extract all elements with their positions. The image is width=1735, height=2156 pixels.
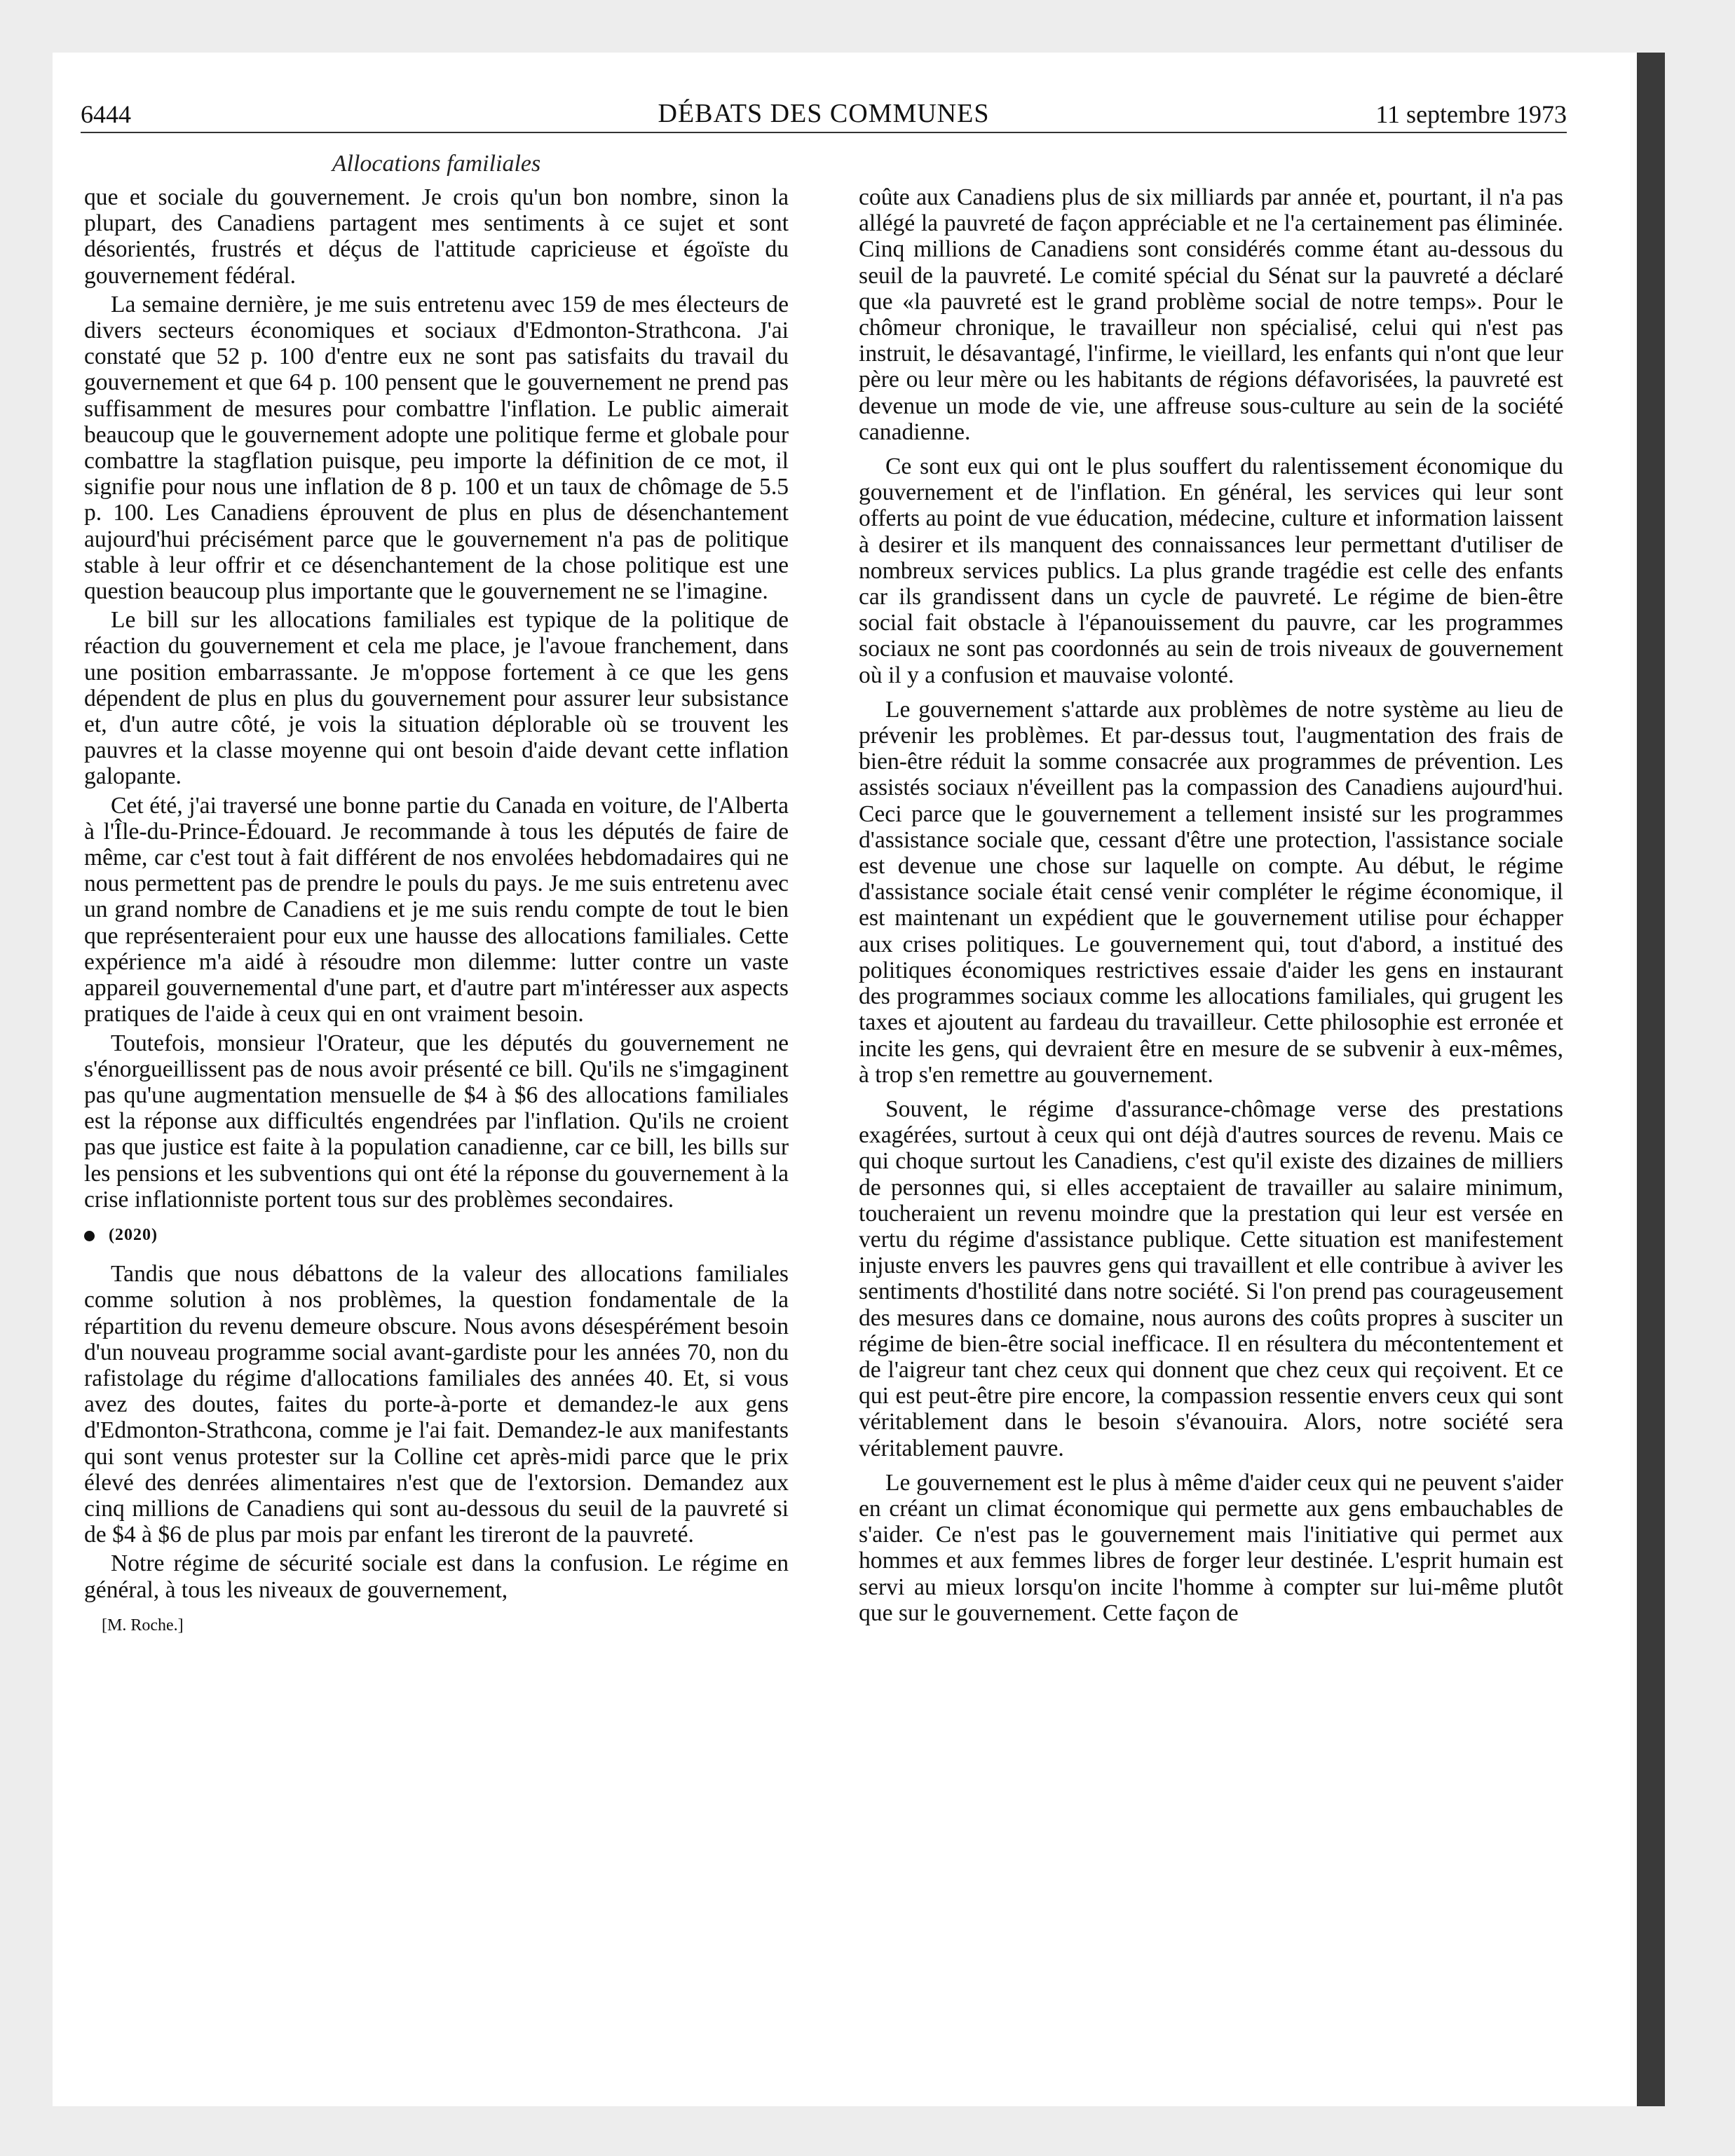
paragraph: Le gouvernement s'attarde aux problèmes de notre système au lieu de prévenir les problèmes. Et par-dessus tout, l'augmentation des frais de bien-être réduit la somme consacrée aux programmes de prévention. Les assistés sociaux n'éveillent pas la compassion des Canadiens aujourd'hui. Ceci parce que le gouvernement a tellement insisté sur les programmes d'assistance sociale que, cessant d'être une protection, l'assistance sociale est devenue une chose sur laquelle on compte. Au début, le régime d'assistance sociale était censé venir compléter le régime économique, il est maintenant un expédient que le gouvernement utilise pour échapper aux crises politiques. Le gouvernement qui, tout d'abord, a institué des politiques économiques restrictives essaie d'aider les gens en instaurant des programmes sociaux comme les allocations familiales, qui grugent les taxes et ajoutent au fardeau du travailleur. Cette philosophie est erronée et incite les gens, qui devraient être en mesure de se subvenir à eux-mêmes, à trop s'en remettre au gouvernement. [859,696,1563,1088]
paragraph: Souvent, le régime d'assurance-chômage verse des prestations exagérées, surtout à ceux qui ont déjà d'autres sources de revenu. Mais ce qui choque surtout les Canadiens, c'est qu'il existe des dizaines de milliers de personnes qui, si elles acceptaient de travailler au salaire minimum, toucheraient un revenu moindre que la prestation qui leur est versée en vertu du régime d'assistance publique. Cette situation est manifestement injuste envers les pauvres gens qui travaillent et elle contribue à aviver les sentiments d'hostilité dans notre société. Si l'on prend pas courageusement des mesures dans ce domaine, nous aurons des coûts propres à susciter un régime de bien-être social inefficace. Il en résultera du mécontentement et de l'aigreur tant chez ceux qui donnent que chez ceux qui reçoivent. Et ce qui est peut-être pire encore, la compassion ressentie envers ceux qui sont véritablement dans le besoin s'évanouira. Alors, notre société sera véritablement pauvre. [859,1096,1563,1461]
publication-title: DÉBATS DES COMMUNES [658,99,990,128]
paragraph: que et sociale du gouvernement. Je crois qu'un bon nombre, sinon la plupart, des Canadiens partagent mes sentiments à ce sujet et sont désorientés, frustrés et déçus de l'attitude capricieuse et égoïste du gouvernement fédéral. [84,184,789,289]
running-head: Allocations familiales [332,151,541,177]
time-marker [84,1222,789,1248]
left-column [84,184,789,1639]
paragraph: Notre régime de sécurité sociale est dans la confusion. Le régime en général, à tous les niveaux de gouvernement, [84,1550,789,1603]
paragraph: coûte aux Canadiens plus de six milliards par année et, pourtant, il n'a pas allégé la pauvreté de façon appréciable et ne l'a certainement pas éliminée. Cinq millions de Canadiens sont considérés comme étant au-dessous du seuil de la pauvreté. Le comité spécial du Sénat sur la pauvreté a déclaré que «la pauvreté est le grand problème social de notre temps». Pour le chômeur chronique, le travailleur non spécialisé, celui qui n'est pas instruit, le désavantagé, l'infirme, le vieillard, les enfants qui n'ont que leur père ou leur mère ou les habitants de régions défavorisées, la pauvreté est devenue un mode de vie, une affreuse sous-culture au sein de la société canadienne. [859,184,1563,445]
speaker-attribution: [M. Roche.] [102,1616,184,1635]
paragraph: Le bill sur les allocations familiales est typique de la politique de réaction du gouvernement et cela me place, je l'avoue franchement, dans une position embarrassante. Je m'oppose fortement à ce que les gens dépendent de plus en plus du gouvernement pour assurer leur subsistance et, d'un autre côté, je vois la situation déplorable où se trouvent les pauvres et la classe moyenne qui ont besoin d'aide devant cette inflation galopante. [84,607,789,790]
paragraph: Le gouvernement est le plus à même d'aider ceux qui ne peuvent s'aider en créant un climat économique qui permette aux gens embauchables de s'aider. Ce n'est pas le gouvernement mais l'initiative qui permet aux hommes et aux femmes libres de forger leur destinée. L'esprit humain est servi au mieux lorsqu'on incite l'homme à compter sur lui-même plutôt que sur le gouvernement. Cette façon de [859,1469,1563,1626]
paragraph: Toutefois, monsieur l'Orateur, que les députés du gouvernement ne s'énorgueillissent pas de nous avoir présenté ce bill. Qu'ils ne s'imgaginent pas qu'une augmentation mensuelle de $4 à $6 des allocations familiales est la réponse aux difficultés engendrées par l'inflation. Qu'ils ne croient pas que justice est faite à la population canadienne, car ce bill, les bills sur les pensions et les subventions qui ont été la réponse du gouvernement à la crise inflationniste portent tous sur des problèmes secondaires. [84,1030,789,1213]
time-marker-label: (2020) [109,1225,158,1244]
paragraph: Ce sont eux qui ont le plus souffert du ralentissement économique du gouvernement et de l'inflation. En général, les services qui leur sont offerts au point de vue éducation, médecine, culture et information laissent à desirer et ils manquent des connaissances leur permettant d'utiliser de nombreux services publics. La plus grande tragédie est celle des enfants car ils grandissent dans un cycle de pauvreté. Le régime de bien-être social fait obstacle à l'épanouissement du pauvre, car les programmes sociaux ne sont pas coordonnés au sein de trois niveaux de gouvernement où il y a confusion et mauvaise volonté. [859,453,1563,688]
paragraph: La semaine dernière, je me suis entretenu avec 159 de mes électeurs de divers secteurs économiques et sociaux d'Edmonton-Strathcona. J'ai constaté que 52 p. 100 d'entre eux ne sont pas satisfaits du travail du gouvernement et que 64 p. 100 pensent que le gouvernement ne prend pas suffisamment de mesures pour combattre l'inflation. Le public aimerait beaucoup que le gouvernement adopte une politique ferme et globale pour combattre la stagflation puisque, peu importe la définition de ce mot, il signifie pour nous une inflation de 8 p. 100 et un taux de chômage de 5.5 p. 100. Les Canadiens éprouvent de plus en plus de désenchantement aujourd'hui précisément parce que le gouvernement n'a pas de politique stable à leur offrir et ce désenchantement de la chose politique est une question beaucoup plus importante que le gouvernement ne se l'imagine. [84,291,789,605]
paragraph: Tandis que nous débattons de la valeur des allocations familiales comme solution à nos problèmes, la question fondamentale de la répartition du revenu demeure obscure. Nous avons désespérément besoin d'un nouveau programme social avant-gardiste pour les années 70, non du rafistolage du régime d'allocations familiales des années 40. Et, si vous avez des doutes, faites du porte-à-porte et demandez-le aux gens d'Edmonton-Strathcona, comme je l'ai fait. Demandez-le aux manifestants qui sont venus protester sur la Colline cet après-midi parce que le prix élevé des denrées alimentaires n'est que de l'extorsion. Demandez aux cinq millions de Canadiens qui sont au-dessous du seuil de la pauvreté si de $4 à $6 de plus par mois par enfant les tireront de la pauvreté. [84,1261,789,1548]
scan-edge [1637,53,1665,2106]
publication-date: 11 septembre 1973 [1375,100,1567,128]
page-header [81,90,1567,133]
bullet-icon [84,1231,95,1241]
paragraph: Cet été, j'ai traversé une bonne partie du Canada en voiture, de l'Alberta à l'Île-du-Prince-Édouard. Je recommande à tous les députés de faire de même, car c'est tout à fait différent de nos envolées hebdomadaires qui ne nous permettent pas de prendre le pouls du pays. Je me suis entretenu avec un grand nombre de Canadiens et je me suis rendu compte de tout le bien que représenteraient pour eux une hausse des allocations familiales. Cette expérience m'a aidé à résoudre mon dilemme: lutter contre un vaste appareil gouvernemental d'une part, et d'autre part m'intéresser aux aspects pratiques de l'aide à ceux qui en ont vraiment besoin. [84,792,789,1028]
page-number: 6444 [81,100,131,128]
right-column [859,184,1563,1626]
